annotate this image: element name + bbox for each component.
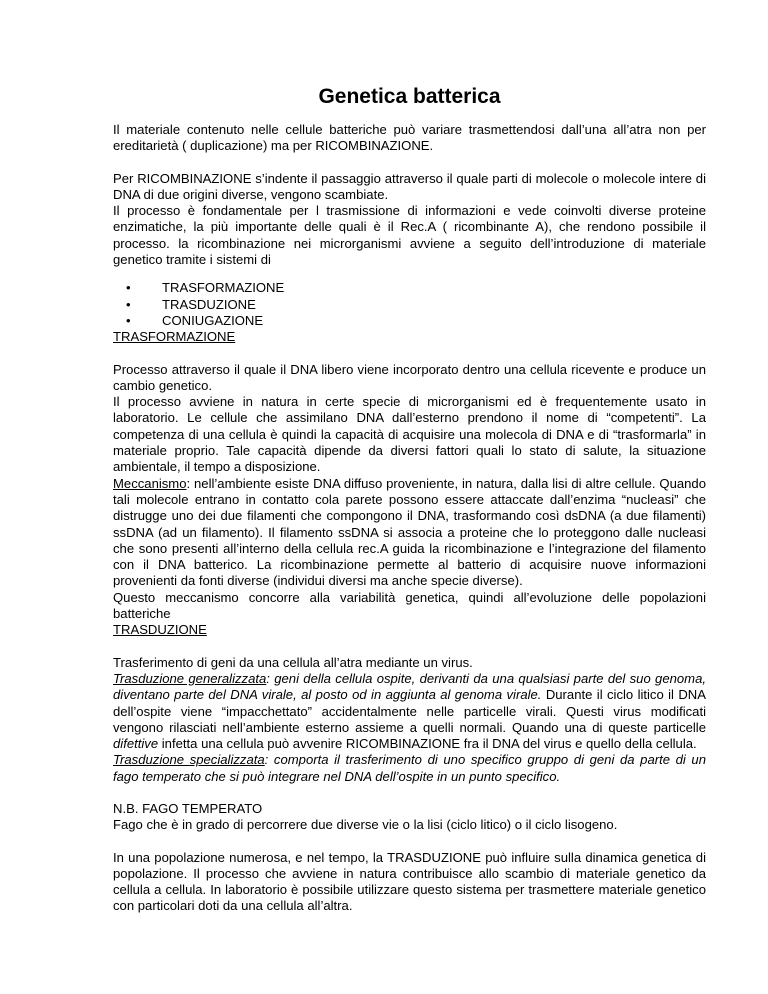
trasduzione-specializzata-paragraph [113, 752, 706, 785]
bullet-icon: • [126, 296, 131, 312]
trasduzione-generalizzata-paragraph [113, 671, 706, 752]
trasformazione-paragraph: Processo attraverso il quale il DNA libero viene incorporato dentro una cellula ricevente e produce un cambio genetico. [113, 361, 706, 393]
list-item-label: TRASDUZIONE [162, 296, 256, 312]
list-item [113, 280, 706, 296]
nb-title: N.B. FAGO TEMPERATO [113, 800, 263, 816]
list-item [113, 297, 706, 313]
bullet-icon: • [126, 312, 131, 328]
list-item-label: CONIUGAZIONE [162, 312, 264, 328]
bullet-icon: • [126, 280, 131, 296]
generalizzata-text: Durante il ciclo litico il DNA dell’ospite viene “impacchettato” accidentalmente nelle particelle virali. Questi virus modificati vengono rilasciati nell’ambiente esterno assieme a quelli normali. Quando una di queste particelle [113, 687, 706, 735]
document-page [113, 84, 706, 915]
systems-list [113, 280, 706, 329]
list-item-label: TRASFORMAZIONE [162, 280, 285, 296]
intro-paragraph: Il materiale contenuto nelle cellule batteriche può variare trasmettendosi dall’una all’atra non per ereditarietà ( duplicazione) ma per RICOMBINAZIONE. [113, 122, 706, 154]
trasduzione-paragraph: Trasferimento di geni da una cellula all’atra mediante un virus. [113, 654, 473, 670]
ricombinazione-process: Il processo è fondamentale per l trasmissione di informazioni e vede coinvolti diverse proteine enzimatiche, la più importante delle quali è il Rec.A ( ricombinante A), che rendono possibile il processo. la ricombinazione nei microrganismi avviene a seguito dell’introduzione di materiale genetico tramite i sistemi di [113, 203, 706, 268]
specializzata-label: Trasduzione specializzata [113, 752, 265, 768]
section-heading-trasduzione: TRASDUZIONE [113, 622, 207, 638]
difettive-word: difettive [113, 736, 159, 752]
nb-text: Fago che è in grado di percorrere due diverse vie o la lisi (ciclo litico) o il ciclo lisogeno. [113, 817, 618, 833]
generalizzata-italic-text: : geni della cellula ospite, derivanti da una qualsiasi parte del suo genoma, diventano parte del DNA virale, al posto od in aggiunta al genoma virale. [113, 670, 706, 703]
meccanismo-paragraph [113, 476, 706, 590]
page-title: Genetica batterica [318, 85, 501, 108]
specializzata-italic-text: : comporta il trasferimento di uno specifico gruppo di geni da parte di un fago temperato che si può integrare nel DNA dell’ospite in un punto specifico. [113, 752, 706, 784]
meccanismo-text: : nell’ambiente esiste DNA diffuso proveniente, in natura, dalla lisi di altre cellule. Quando tali molecole entrano in contatto cola parete possono essere attaccate dall’enzima “nucleasi” che distrugge uno dei due filamenti che compongono il DNA, trasformando così dsDNA (a due filamenti) ssDNA (ad un filamento). Il filamento ssDNA si associa a proteine che lo proteggono dalle nucleasi che sono presenti all’interno della cellula rec.A guida la ricombinazione e l’integrazione del filamento con il DNA batterico. La ricombinazione permette al batterio di acquisire nuove informazioni provenienti da fonti diverse (individui diversi ma anche specie diverse). [113, 475, 706, 589]
conclusion-paragraph: In una popolazione numerosa, e nel tempo, la TRASDUZIONE può influire sulla dinamica genetica di popolazione. Il processo che avviene in natura contribuisce allo scambio di materiale genetico da cellula a cellula. In laboratorio è possibile utilizzare questo sistema per trasmettere materiale genetico con particolari doti da una cellula all’altra. [113, 849, 706, 914]
list-item [113, 313, 706, 329]
ricombinazione-definition: Per RICOMBINAZIONE s’indente il passaggio attraverso il quale parti di molecole o molecole intere di DNA di due origini diverse, vengono scambiate. [113, 170, 706, 202]
trasformazione-paragraph: Il processo avviene in natura in certe specie di microrganismi ed è frequentemente usato in laboratorio. Le cellule che assimilano DNA dall’esterno prendono il nome di “competenti”. La competenza di una cellula è quindi la capacità di acquisire una molecola di DNA e di “trasformarla” in materiale proprio. Tale capacità dipende da diversi fattori quali lo stato di salute, la situazione ambientale, il tempo a disposizione. [113, 394, 706, 475]
generalizzata-text-end: infetta una cellula può avvenire RICOMBINAZIONE fra il DNA del virus e quello della cellula. [158, 736, 697, 752]
generalizzata-label: Trasduzione generalizzata [113, 670, 267, 686]
section-heading-trasformazione: TRASFORMAZIONE [113, 329, 236, 345]
meccanismo-label: Meccanismo [113, 475, 187, 491]
trasformazione-paragraph: Questo meccanismo concorre alla variabilità genetica, quindi all’evoluzione delle popolazioni batteriche [113, 589, 706, 622]
